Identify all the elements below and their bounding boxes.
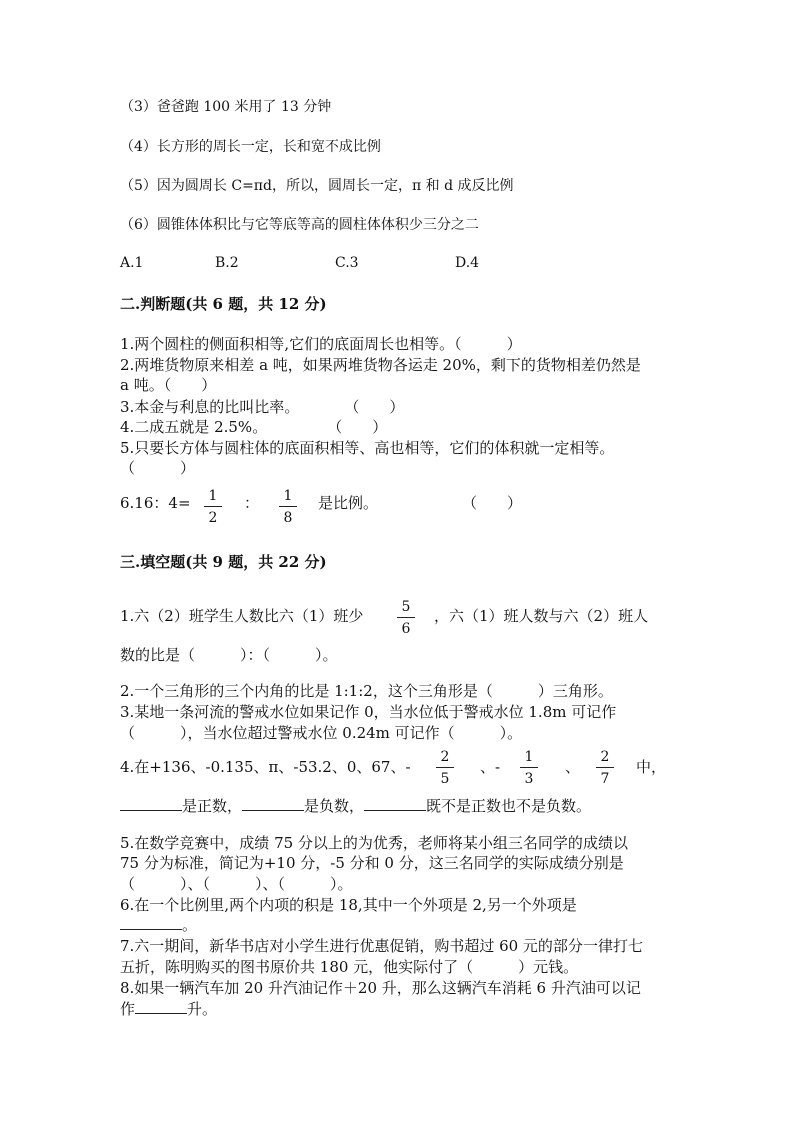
section-3-title: 三.填空题(共 9 题，共 22 分) [120, 553, 327, 571]
answer-blank[interactable] [364, 796, 426, 811]
judge-q3: 3.本金与利息的比叫比率。 （ ） [120, 398, 405, 416]
fill-q4-text1: 是正数， [182, 797, 243, 815]
fraction-denominator: 8 [283, 510, 293, 526]
fill-q3-line2: （ ），当水位超过警戒水位 0.24m 可记作（ ）。 [120, 724, 523, 742]
fill-q2: 2.一个三角形的三个内角的比是 1:1:2，这个三角形是（ ）三角形。 [120, 682, 613, 700]
fill-q8-line1: 8.如果一辆汽车加 20 升汽油记作＋20 升，那么这辆汽车消耗 6 升汽油可以记 [120, 979, 641, 997]
fill-q7-line1: 7.六一期间，新华书店对小学生进行优惠促销，购书超过 60 元的部分一律打七 [120, 937, 643, 955]
fraction-numerator: 1 [283, 488, 293, 504]
fraction-bar [436, 767, 454, 768]
fraction-2-7 [595, 750, 615, 786]
judge-q6-prefix: 6.16：4= [120, 494, 191, 512]
answer-blank[interactable] [242, 796, 304, 811]
fill-q4-text3: 既不是正数也不是负数。 [426, 797, 592, 815]
fraction-denominator: 5 [440, 771, 450, 787]
fill-q1-prefix: 1.六（2）班学生人数比六（1）班少 [120, 607, 364, 625]
fraction-bar [520, 767, 538, 768]
judge-q2-line1: 2.两堆货物原来相差 a 吨，如果两堆货物各运走 20%，剩下的货物相差仍然是 [120, 356, 641, 374]
judge-q1: 1.两个圆柱的侧面积相等,它们的底面周长也相等。（ ） [120, 335, 522, 353]
judge-q6-suffix: 是比例。 [318, 494, 379, 512]
fill-q6-line1: 6.在一个比例里,两个内项的积是 18,其中一个外项是 2,另一个外项是 [120, 896, 577, 914]
fraction-numerator: 2 [440, 749, 450, 765]
fraction-bar [596, 767, 614, 768]
fill-q4-text2: 是负数， [304, 797, 365, 815]
fraction-numerator: 2 [600, 749, 610, 765]
fill-q5-line2: 75 分为标准，简记为+10 分，-5 分和 0 分，这三名同学的实际成绩分别是 [120, 854, 624, 872]
fraction-5-6 [396, 600, 416, 636]
judge-q5-line2: （ ） [120, 459, 196, 477]
fraction-1-3 [519, 750, 539, 786]
fraction-1-8 [278, 489, 298, 525]
fill-q4-sep1: 、- [480, 758, 501, 776]
fill-q4-sep2: 、 [565, 758, 581, 776]
fill-q4-suffix: 中， [636, 758, 667, 776]
fill-q4-prefix: 4.在+136、-0.135、π、-53.2、0、67、- [120, 758, 411, 776]
fill-q8-line2 [120, 998, 217, 1019]
section-2-title: 二.判断题(共 6 题，共 12 分) [120, 295, 327, 313]
option-c: C.3 [335, 255, 359, 271]
fraction-numerator: 1 [524, 749, 534, 765]
choice-item-6: （6）圆锥体体积比与它等底等高的圆柱体体积少三分之二 [120, 217, 479, 233]
judge-q5-line1: 5.只要长方体与圆柱体的底面积相等、高也相等，它们的体积就一定相等。 [120, 439, 615, 457]
fraction-bar [204, 506, 222, 507]
fill-q8-prefix: 作 [120, 1000, 136, 1018]
choice-item-3: （3）爸爸跑 100 米用了 13 分钟 [120, 99, 332, 115]
fill-q5-line1: 5.在数学竞赛中，成绩 75 分以上的为优秀，老师将某小组三名同学的成绩以 [120, 834, 628, 852]
judge-q6-colon: ： [244, 494, 260, 512]
fraction-numerator: 5 [401, 599, 411, 615]
fraction-2-5 [435, 750, 455, 786]
fraction-numerator: 1 [208, 488, 218, 504]
fill-q4-line2 [120, 795, 591, 816]
choice-item-4: （4）长方形的周长一定，长和宽不成比例 [120, 139, 381, 155]
fill-q7-line2: 五折，陈明购买的图书原价共 180 元，他实际付了（ ）元钱。 [120, 958, 579, 976]
option-a: A.1 [120, 255, 144, 271]
option-d: D.4 [455, 255, 480, 271]
fraction-1-2 [203, 489, 223, 525]
answer-blank[interactable] [120, 796, 182, 811]
fraction-denominator: 3 [524, 771, 534, 787]
choice-item-5: （5）因为圆周长 C=πd，所以，圆周长一定，π 和 d 成反比例 [120, 178, 514, 194]
judge-q4: 4.二成五就是 2.5%。 （ ） [120, 418, 388, 436]
judge-q2-line2: a 吨。（ ） [120, 376, 217, 394]
fill-q6-line2 [120, 914, 197, 935]
answer-blank[interactable] [120, 915, 182, 930]
fill-q6-period: 。 [182, 916, 198, 934]
fraction-denominator: 6 [401, 621, 411, 637]
fraction-bar [397, 617, 415, 618]
fraction-bar [279, 506, 297, 507]
option-b: B.2 [215, 255, 239, 271]
fraction-denominator: 2 [208, 510, 218, 526]
fill-q3-line1: 3.某地一条河流的警戒水位如果记作 0，当水位低于警戒水位 1.8m 可记作 [120, 703, 617, 721]
fill-q8-suffix: 升。 [187, 1000, 218, 1018]
answer-blank[interactable] [135, 999, 187, 1014]
fill-q1-suffix: ，六（1）班人数与六（2）班人 [434, 607, 649, 625]
fill-q1-line2: 数的比是（ ）：（ ）。 [120, 646, 338, 664]
fill-q5-line3: （ ）、（ ）、（ ）。 [120, 875, 353, 893]
fraction-denominator: 7 [600, 771, 610, 787]
judge-q6-paren: （ ） [462, 494, 523, 512]
